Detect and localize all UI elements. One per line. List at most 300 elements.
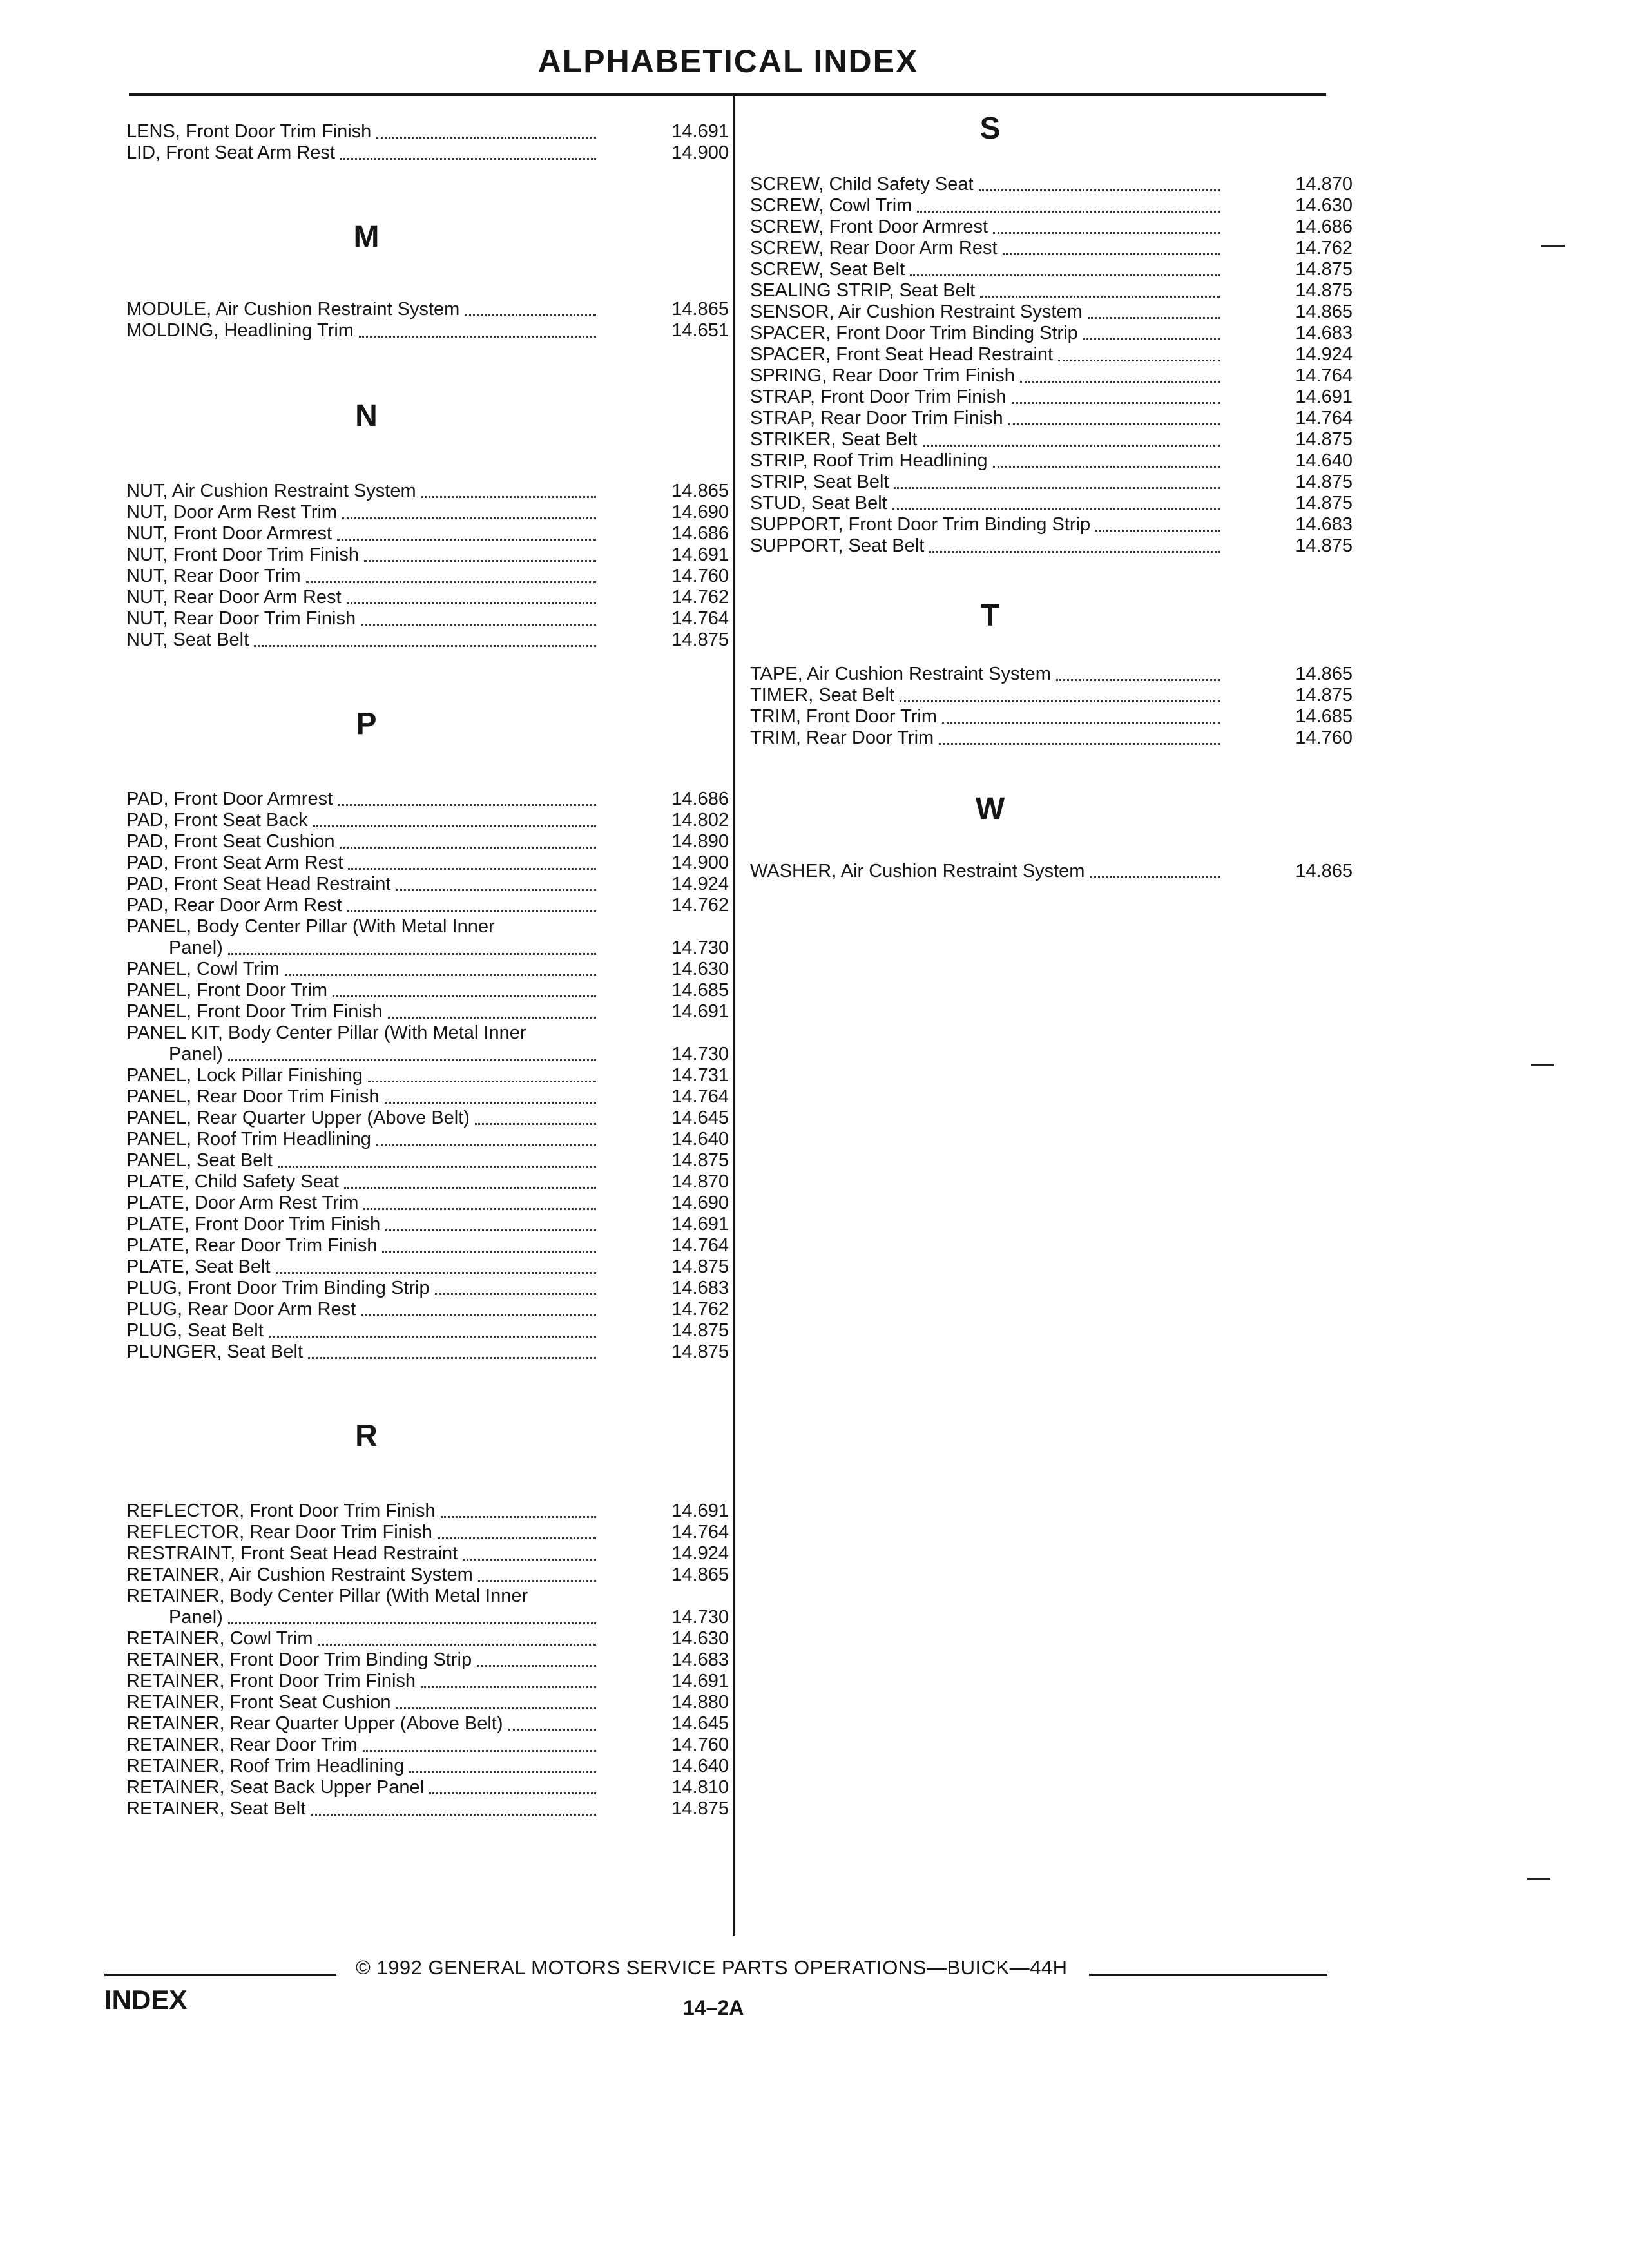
entry-label: PANEL, Front Door Trim Finish (126, 1001, 383, 1022)
dot-leader (376, 1143, 596, 1146)
entry-reference: 14.865 (671, 481, 729, 501)
entry-label-continuation: Panel) (169, 1044, 223, 1064)
entry-reference: 14.630 (671, 959, 729, 979)
entry-reference: 14.630 (671, 1628, 729, 1649)
footer-rule-right (1089, 1974, 1327, 1976)
index-entry-list (126, 121, 729, 164)
index-entry (126, 1671, 729, 1692)
index-entry (126, 1129, 729, 1150)
entry-reference: 14.875 (671, 1256, 729, 1277)
index-entry (126, 523, 729, 544)
dot-leader (363, 1749, 596, 1752)
entry-label: PANEL, Lock Pillar Finishing (126, 1065, 363, 1086)
index-entry (126, 1501, 729, 1522)
entry-reference: 14.645 (671, 1108, 729, 1128)
entry-reference: 14.760 (671, 566, 729, 586)
index-entry-list (126, 789, 729, 1363)
entry-label: SCREW, Child Safety Seat (750, 174, 974, 195)
entry-label: SCREW, Rear Door Arm Rest (750, 238, 998, 258)
index-section (126, 705, 729, 1363)
dot-leader (361, 1313, 596, 1316)
dot-leader (364, 559, 596, 562)
entry-label: NUT, Rear Door Trim (126, 566, 301, 586)
index-entry (750, 195, 1353, 216)
index-entry (126, 831, 729, 852)
entry-label: PANEL, Seat Belt (126, 1150, 273, 1171)
entry-reference: 14.924 (1295, 344, 1353, 365)
entry-label: TIMER, Seat Belt (750, 685, 895, 706)
margin-mark (1541, 245, 1565, 247)
entry-reference: 14.730 (671, 937, 729, 958)
index-entry (126, 1299, 729, 1320)
index-entry (126, 481, 729, 502)
entry-continuation-row (126, 1044, 729, 1065)
dot-leader (363, 1207, 596, 1210)
entry-label: RESTRAINT, Front Seat Head Restraint (126, 1543, 458, 1564)
index-entry (126, 1586, 729, 1628)
index-entry (126, 1692, 729, 1713)
index-section (126, 397, 729, 651)
entry-reference: 14.875 (1295, 493, 1353, 514)
index-entry (126, 299, 729, 320)
margin-mark (1531, 1064, 1554, 1066)
dot-leader (311, 1812, 596, 1816)
dot-leader (388, 1015, 596, 1019)
entry-label: PAD, Front Seat Head Restraint (126, 874, 391, 894)
entry-label: SPACER, Front Door Trim Binding Strip (750, 323, 1078, 343)
dot-leader (894, 486, 1220, 489)
entry-label: PLUNGER, Seat Belt (126, 1341, 303, 1362)
entry-reference: 14.875 (1295, 685, 1353, 706)
entry-reference: 14.651 (671, 320, 729, 341)
entry-label: PLUG, Seat Belt (126, 1320, 264, 1341)
left-column (126, 110, 729, 1820)
entry-reference: 14.865 (671, 299, 729, 320)
dot-leader (942, 720, 1220, 724)
entry-label: SPRING, Rear Door Trim Finish (750, 365, 1015, 386)
index-entry (750, 664, 1353, 685)
dot-leader (441, 1515, 596, 1518)
index-entry (126, 1256, 729, 1278)
entry-reference: 14.890 (671, 831, 729, 852)
index-entry (750, 727, 1353, 749)
dot-leader (347, 601, 596, 604)
entry-label: PANEL KIT, Body Center Pillar (With Metal Inner (126, 1023, 526, 1043)
index-section (126, 1417, 729, 1820)
entry-reference: 14.875 (1295, 280, 1353, 301)
entry-label: NUT, Rear Door Arm Rest (126, 587, 342, 608)
index-entry (750, 174, 1353, 195)
dot-leader (228, 1621, 596, 1624)
entry-label: SENSOR, Air Cushion Restraint System (750, 302, 1083, 322)
entry-reference: 14.691 (671, 1214, 729, 1235)
entry-reference: 14.685 (671, 980, 729, 1001)
index-entry-list (750, 664, 1353, 749)
entry-label: RETAINER, Front Seat Cushion (126, 1692, 391, 1713)
entry-label: TRIM, Rear Door Trim (750, 727, 934, 748)
entry-reference: 14.760 (671, 1735, 729, 1755)
entry-reference: 14.875 (671, 1341, 729, 1362)
entry-reference: 14.900 (671, 142, 729, 163)
entry-label: PANEL, Rear Quarter Upper (Above Belt) (126, 1108, 470, 1128)
entry-label: PAD, Rear Door Arm Rest (126, 895, 342, 916)
entry-reference: 14.875 (671, 629, 729, 650)
entry-reference: 14.731 (671, 1065, 729, 1086)
entry-reference: 14.762 (671, 895, 729, 916)
section-letter-heading: N (355, 399, 378, 433)
entry-reference: 14.640 (671, 1756, 729, 1776)
entry-label: PLATE, Front Door Trim Finish (126, 1214, 381, 1235)
entry-reference: 14.730 (671, 1607, 729, 1628)
index-entry (126, 608, 729, 629)
entry-label: SPACER, Front Seat Head Restraint (750, 344, 1054, 365)
entry-label: PAD, Front Seat Arm Rest (126, 852, 343, 873)
entry-label: MOLDING, Headlining Trim (126, 320, 354, 341)
entry-label: PANEL, Body Center Pillar (With Metal Inner (126, 916, 495, 937)
page-number: 14–2A (683, 1996, 744, 2019)
index-entry (750, 514, 1353, 535)
index-entry (750, 365, 1353, 387)
dot-leader (923, 443, 1220, 447)
entry-continuation-row (126, 937, 729, 959)
index-entry (750, 450, 1353, 472)
dot-leader (421, 495, 596, 498)
entry-reference: 14.764 (671, 608, 729, 629)
index-entry (126, 544, 729, 566)
dot-leader (1008, 422, 1220, 425)
entry-label: SEALING STRIP, Seat Belt (750, 280, 976, 301)
entry-label: NUT, Front Door Armrest (126, 523, 333, 544)
index-entry (126, 1320, 729, 1341)
entry-reference: 14.645 (671, 1713, 729, 1734)
index-entry (126, 1086, 729, 1108)
index-entry (126, 1777, 729, 1798)
index-entry-list (126, 299, 729, 341)
index-entry (126, 142, 729, 164)
entry-label: NUT, Seat Belt (126, 629, 249, 650)
index-entry (126, 874, 729, 895)
dot-leader (337, 537, 596, 541)
index-entry (750, 387, 1353, 408)
index-entry (126, 1543, 729, 1564)
index-section (750, 110, 1353, 557)
entry-reference: 14.924 (671, 874, 729, 894)
entry-label: PANEL, Roof Trim Headlining (126, 1129, 371, 1149)
index-entry (750, 344, 1353, 365)
entry-label: PLATE, Seat Belt (126, 1256, 271, 1277)
dot-leader (465, 313, 596, 316)
right-column (750, 110, 1353, 882)
index-entry (750, 429, 1353, 450)
entry-reference: 14.764 (671, 1235, 729, 1256)
entry-reference: 14.924 (671, 1543, 729, 1564)
dot-leader (1020, 380, 1220, 383)
entry-reference: 14.764 (671, 1522, 729, 1542)
entry-label: SCREW, Seat Belt (750, 259, 905, 280)
entry-label: MODULE, Air Cushion Restraint System (126, 299, 460, 320)
entry-reference: 14.686 (671, 789, 729, 809)
entry-reference: 14.683 (671, 1278, 729, 1298)
dot-leader (344, 1186, 596, 1189)
footer-section-label: INDEX (104, 1984, 188, 2015)
column-divider (733, 93, 735, 1936)
entry-label: PAD, Front Seat Back (126, 810, 308, 831)
entry-reference: 14.630 (1295, 195, 1353, 216)
entry-label: SUPPORT, Seat Belt (750, 535, 925, 556)
entry-reference: 14.691 (671, 544, 729, 565)
dot-leader (1003, 252, 1220, 255)
index-entry (126, 587, 729, 608)
index-entry (750, 216, 1353, 238)
dot-leader (939, 742, 1220, 745)
index-entry (126, 1798, 729, 1820)
dot-leader (1088, 316, 1220, 319)
index-entry (750, 472, 1353, 493)
index-entry (126, 895, 729, 916)
entry-reference: 14.764 (1295, 408, 1353, 428)
entry-label: PANEL, Cowl Trim (126, 959, 280, 979)
dot-leader (361, 622, 596, 626)
index-entry (750, 259, 1353, 280)
index-entry (126, 1756, 729, 1777)
index-entry (126, 1108, 729, 1129)
entry-label: STRIKER, Seat Belt (750, 429, 918, 450)
section-letter-heading: T (980, 599, 1000, 633)
footer-rule-left (104, 1974, 336, 1976)
dot-leader (318, 1642, 596, 1646)
index-entry (126, 1235, 729, 1256)
entry-label: PLUG, Front Door Trim Binding Strip (126, 1278, 430, 1298)
entry-label: RETAINER, Seat Back Upper Panel (126, 1777, 425, 1798)
entry-reference: 14.802 (671, 810, 729, 831)
dot-leader (438, 1536, 596, 1539)
entry-reference: 14.865 (1295, 861, 1353, 881)
index-entry (126, 1713, 729, 1735)
dot-leader (1090, 875, 1220, 878)
entry-label: PANEL, Rear Door Trim Finish (126, 1086, 380, 1107)
dot-leader (478, 1579, 596, 1582)
entry-reference: 14.870 (671, 1171, 729, 1192)
entry-label-continuation: Panel) (169, 937, 223, 958)
index-entry (750, 685, 1353, 706)
dot-leader (313, 824, 596, 827)
dot-leader (396, 888, 596, 891)
index-entry (126, 1628, 729, 1649)
dot-leader (1012, 401, 1220, 404)
dot-leader (382, 1249, 596, 1253)
entry-label: STRIP, Seat Belt (750, 472, 889, 492)
dot-leader (396, 1706, 596, 1709)
entry-reference: 14.683 (671, 1649, 729, 1670)
index-entry (750, 323, 1353, 344)
dot-leader (892, 507, 1220, 510)
entry-label: NUT, Air Cushion Restraint System (126, 481, 416, 501)
dot-leader (917, 209, 1220, 213)
dot-leader (228, 952, 596, 955)
entry-reference: 14.762 (671, 587, 729, 608)
entry-label: REFLECTOR, Front Door Trim Finish (126, 1501, 436, 1521)
margin-mark (1527, 1878, 1550, 1880)
dot-leader (979, 188, 1220, 191)
index-entry (126, 1341, 729, 1363)
section-letter-heading: M (353, 220, 380, 254)
dot-leader (278, 1164, 596, 1168)
index-entry-list (750, 174, 1353, 557)
index-entry (750, 535, 1353, 557)
index-entry (750, 861, 1353, 882)
entry-reference: 14.691 (671, 1671, 729, 1691)
dot-leader (1095, 528, 1220, 532)
index-entry (126, 789, 729, 810)
entry-label: NUT, Front Door Trim Finish (126, 544, 359, 565)
index-entry (126, 1522, 729, 1543)
dot-leader (508, 1727, 597, 1731)
dot-leader (900, 699, 1220, 702)
dot-leader (306, 580, 596, 583)
dot-leader (340, 845, 596, 849)
entry-reference: 14.691 (671, 1501, 729, 1521)
dot-leader (368, 1079, 596, 1082)
dot-leader (993, 465, 1220, 468)
title-rule (129, 93, 1326, 96)
entry-label: NUT, Door Arm Rest Trim (126, 502, 338, 523)
entry-reference: 14.683 (1295, 514, 1353, 535)
dot-leader (308, 1356, 596, 1359)
index-entry (750, 493, 1353, 514)
index-section (126, 121, 729, 164)
entry-reference: 14.875 (1295, 535, 1353, 556)
entry-reference: 14.870 (1295, 174, 1353, 195)
index-entry (126, 1150, 729, 1171)
dot-leader (340, 157, 596, 160)
index-entry (126, 916, 729, 959)
entry-label: RETAINER, Air Cushion Restraint System (126, 1564, 473, 1585)
dot-leader (993, 231, 1220, 234)
index-entry (126, 1193, 729, 1214)
entry-label: LENS, Front Door Trim Finish (126, 121, 372, 142)
index-entry (126, 566, 729, 587)
index-entry (750, 280, 1353, 302)
entry-label: RETAINER, Seat Belt (126, 1798, 306, 1819)
entry-label: PAD, Front Door Armrest (126, 789, 333, 809)
dot-leader (228, 1058, 596, 1061)
entry-reference: 14.762 (1295, 238, 1353, 258)
dot-leader (429, 1791, 596, 1794)
entry-reference: 14.691 (671, 1001, 729, 1022)
dot-leader (348, 867, 596, 870)
section-letter-heading: P (356, 707, 377, 741)
entry-reference: 14.764 (671, 1086, 729, 1107)
dot-leader (359, 334, 596, 338)
index-section (750, 597, 1353, 749)
index-entry-list (750, 861, 1353, 882)
index-entry (126, 1065, 729, 1086)
entry-label: PAD, Front Seat Cushion (126, 831, 335, 852)
index-entry (126, 1171, 729, 1193)
dot-leader (333, 994, 596, 997)
entry-reference: 14.690 (671, 502, 729, 523)
entry-reference: 14.762 (671, 1299, 729, 1320)
dot-leader (347, 909, 596, 912)
index-entry (126, 1214, 729, 1235)
index-entry (126, 980, 729, 1001)
entry-reference: 14.875 (1295, 472, 1353, 492)
dot-leader (254, 644, 596, 647)
index-entry-list (126, 481, 729, 651)
entry-label: PANEL, Front Door Trim (126, 980, 328, 1001)
entry-reference: 14.865 (671, 1564, 729, 1585)
entry-label: RETAINER, Rear Quarter Upper (Above Belt) (126, 1713, 503, 1734)
dot-leader (1083, 337, 1220, 340)
entry-reference: 14.764 (1295, 365, 1353, 386)
entry-label: PLATE, Rear Door Trim Finish (126, 1235, 378, 1256)
index-entry (126, 1001, 729, 1023)
index-entry (126, 629, 729, 651)
entry-reference: 14.683 (1295, 323, 1353, 343)
entry-label: RETAINER, Rear Door Trim (126, 1735, 358, 1755)
dot-leader (269, 1334, 596, 1338)
dot-leader (338, 803, 596, 806)
dot-leader (376, 135, 596, 139)
index-section (750, 790, 1353, 882)
entry-label: SCREW, Front Door Armrest (750, 216, 988, 237)
entry-reference: 14.875 (671, 1798, 729, 1819)
index-entry (126, 959, 729, 980)
dot-leader (421, 1685, 596, 1688)
index-entry (750, 238, 1353, 259)
entry-reference: 14.686 (671, 523, 729, 544)
dot-leader (385, 1100, 596, 1104)
entry-reference: 14.685 (1295, 706, 1353, 727)
entry-label: NUT, Rear Door Trim Finish (126, 608, 356, 629)
entry-label: STRAP, Front Door Trim Finish (750, 387, 1007, 407)
section-letter-heading: W (975, 792, 1005, 826)
entry-reference: 14.875 (671, 1320, 729, 1341)
index-entry (750, 302, 1353, 323)
index-entry (126, 320, 729, 341)
entry-label: RETAINER, Cowl Trim (126, 1628, 313, 1649)
footer-copyright: © 1992 GENERAL MOTORS SERVICE PARTS OPERATIONS—BUICK—44H (356, 1956, 1068, 1979)
entry-label: PLATE, Child Safety Seat (126, 1171, 339, 1192)
dot-leader (276, 1271, 596, 1274)
index-entry (126, 502, 729, 523)
dot-leader (929, 550, 1220, 553)
entry-label: PLUG, Rear Door Arm Rest (126, 1299, 356, 1320)
entry-label: PLATE, Door Arm Rest Trim (126, 1193, 359, 1213)
entry-reference: 14.690 (671, 1193, 729, 1213)
entry-reference: 14.760 (1295, 727, 1353, 748)
dot-leader (1056, 678, 1220, 681)
dot-leader (385, 1228, 596, 1231)
index-section (126, 218, 729, 341)
dot-leader (1058, 358, 1220, 361)
entry-reference: 14.691 (1295, 387, 1353, 407)
entry-label: STRIP, Roof Trim Headlining (750, 450, 988, 471)
index-entry (126, 1649, 729, 1671)
entry-label: TAPE, Air Cushion Restraint System (750, 664, 1051, 684)
section-letter-heading: R (355, 1419, 378, 1453)
dot-leader (409, 1770, 596, 1773)
entry-label-continuation: Panel) (169, 1607, 223, 1628)
index-entry (750, 706, 1353, 727)
entry-label: RETAINER, Front Door Trim Binding Strip (126, 1649, 472, 1670)
entry-label: REFLECTOR, Rear Door Trim Finish (126, 1522, 432, 1542)
entry-reference: 14.875 (1295, 429, 1353, 450)
dot-leader (342, 516, 596, 519)
entry-label: TRIM, Front Door Trim (750, 706, 938, 727)
dot-leader (435, 1292, 596, 1295)
index-entry (750, 408, 1353, 429)
